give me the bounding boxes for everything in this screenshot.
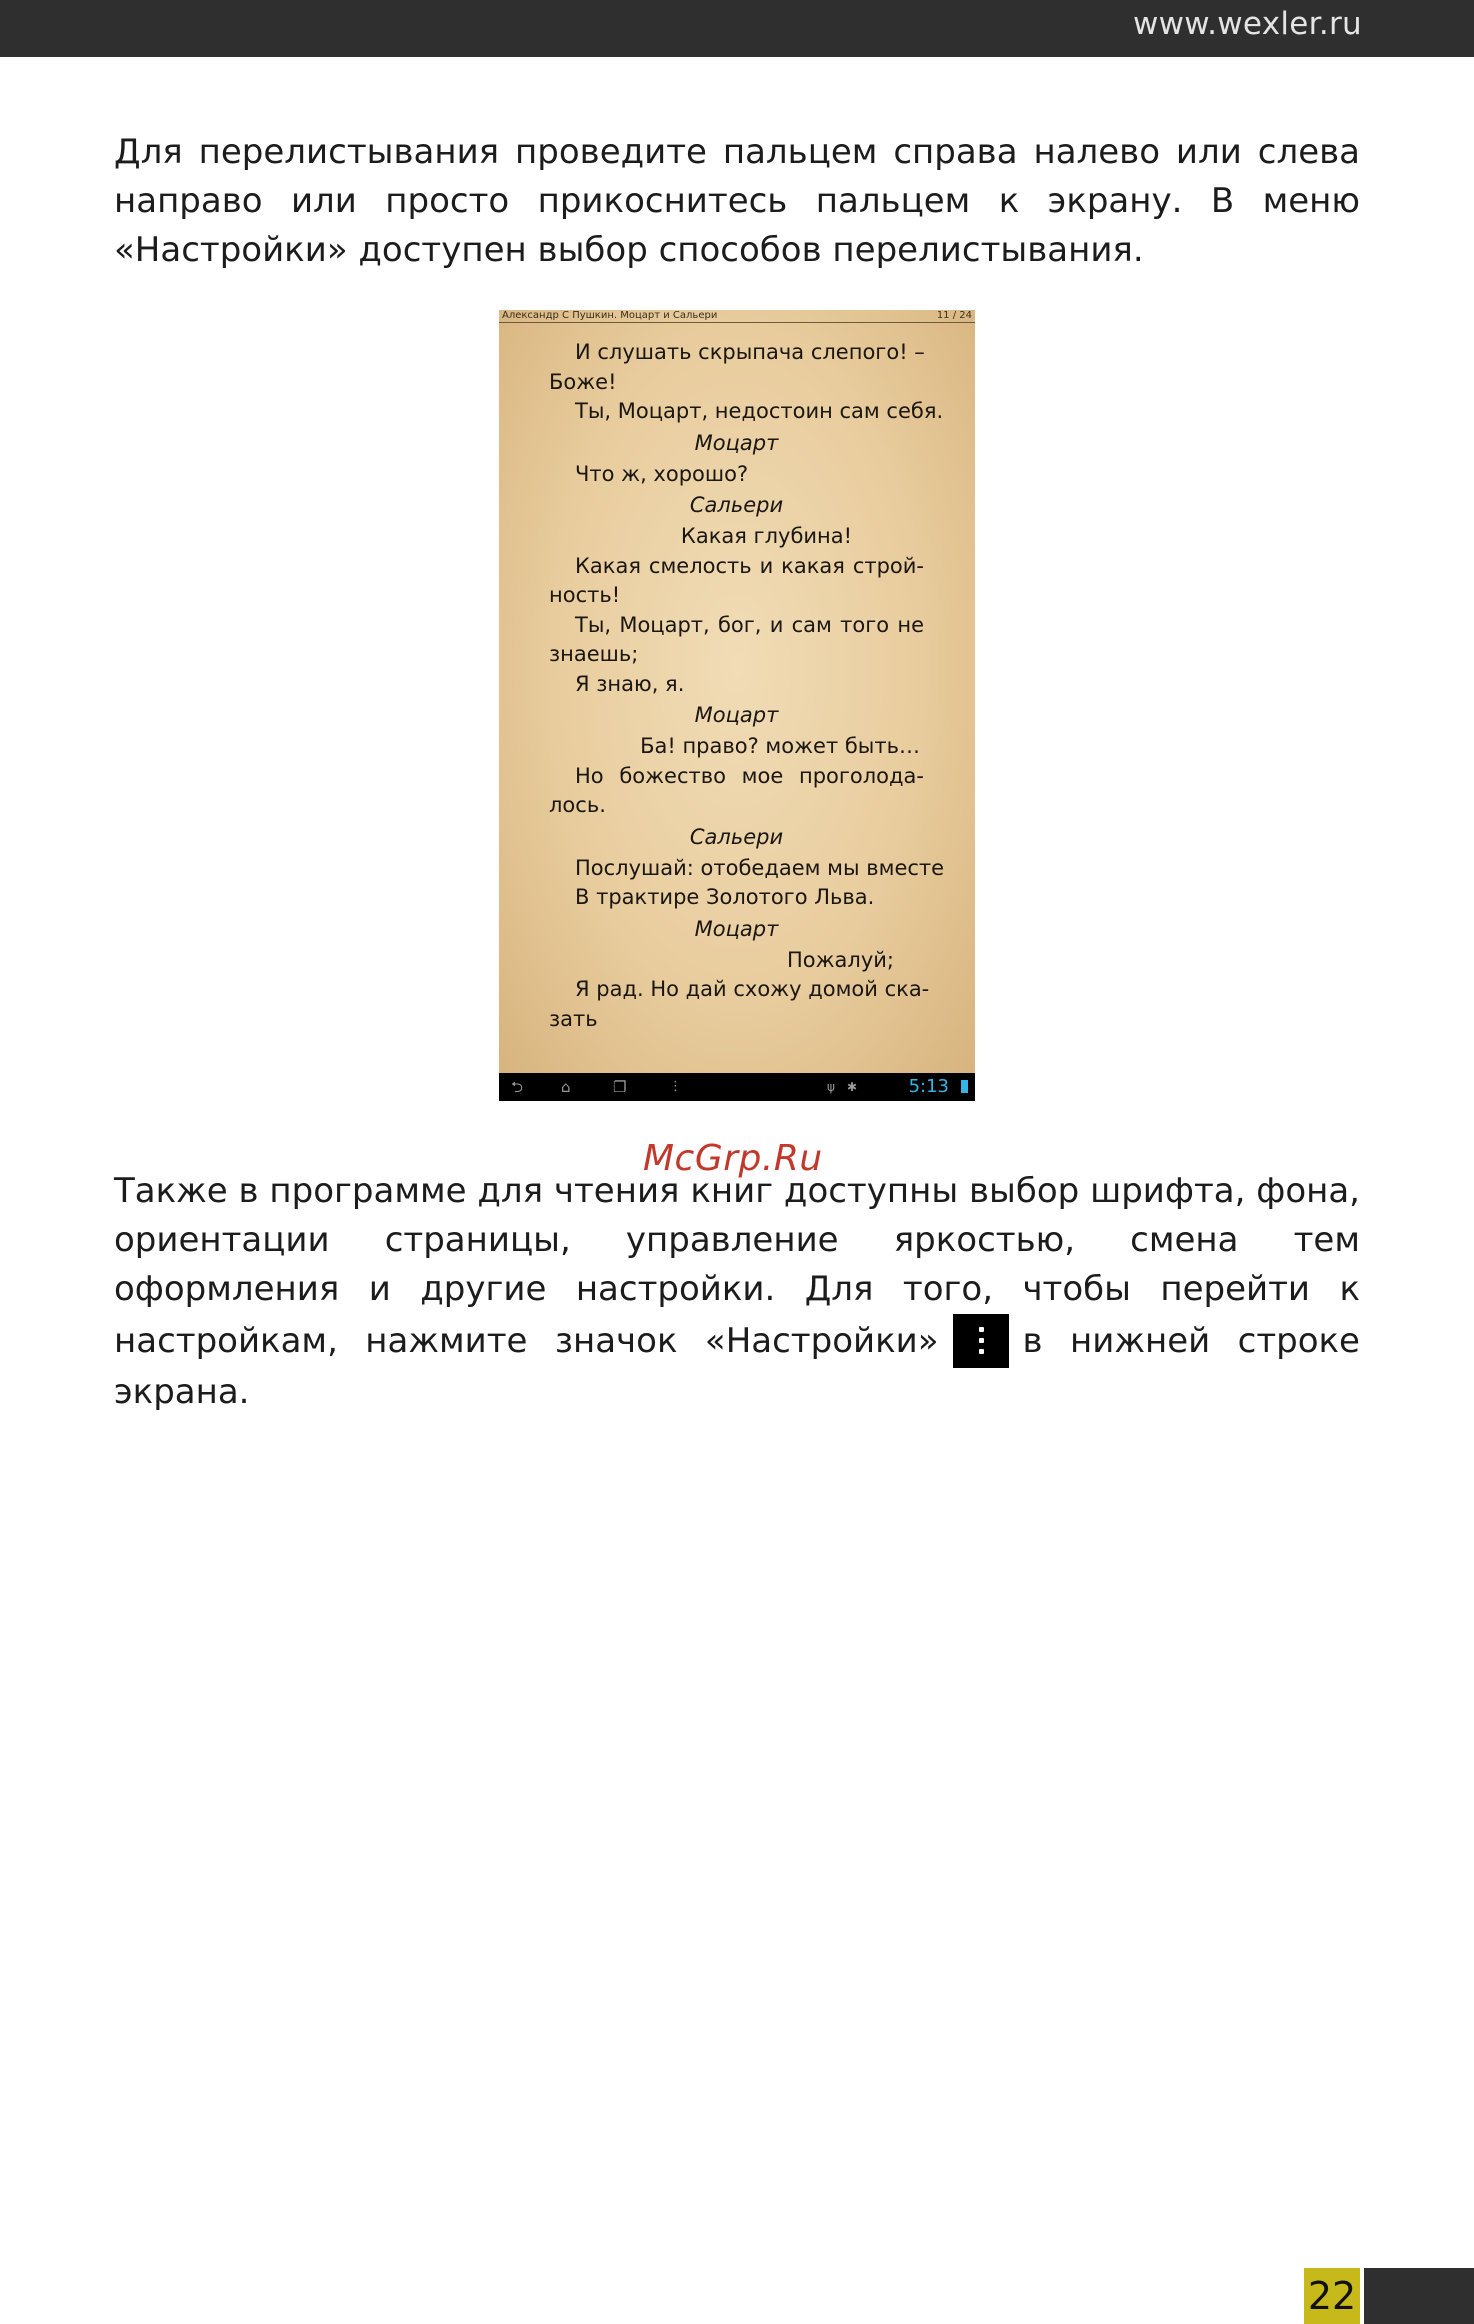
text-line: зать bbox=[549, 1006, 598, 1031]
battery-icon bbox=[961, 1080, 968, 1093]
menu-icon[interactable]: ⋮ bbox=[669, 1079, 682, 1094]
text-line: Боже! bbox=[549, 369, 617, 394]
top-bar bbox=[0, 0, 1474, 57]
recent-apps-icon[interactable]: ❐ bbox=[613, 1078, 627, 1096]
reader-header bbox=[499, 310, 975, 323]
text-line: Какая глубина! bbox=[680, 524, 853, 548]
text-line: Какая смелость и какая строй- bbox=[575, 553, 924, 578]
page-number: 22 bbox=[1304, 2268, 1360, 2324]
text-line: Что ж, хорошо? bbox=[575, 461, 749, 486]
text-line: Я рад. Но дай схожу домой ска- bbox=[575, 977, 930, 1001]
paragraph-page-turning: Для перелистывания проведите пальцем справа налево или слева направо или просто прикоснитесь пальцем к экрану. В меню «Настройки» доступен выбор способов перелистывания. bbox=[114, 132, 1360, 270]
text-line: Я знаю, я. bbox=[575, 671, 685, 696]
book-title: Александр С Пушкин. Моцарт и Сальери bbox=[502, 310, 718, 321]
back-icon[interactable]: ⮌ bbox=[511, 1078, 524, 1096]
text-line: В трактире Золотого Льва. bbox=[575, 885, 875, 909]
text-line: Ба! право? может быть… bbox=[640, 734, 920, 758]
speaker-name: Моцарт bbox=[694, 916, 779, 941]
speaker-name: Моцарт bbox=[694, 703, 779, 727]
reader-screenshot bbox=[499, 310, 975, 1101]
speaker-name: Сальери bbox=[689, 824, 784, 849]
text-line: Ты, Моцарт, бог, и сам того не bbox=[575, 612, 924, 637]
text-line: лось. bbox=[549, 793, 606, 817]
site-url[interactable]: www.wexler.ru bbox=[1132, 6, 1362, 42]
android-navigation-bar bbox=[499, 1073, 975, 1101]
text-line: Но божество мое проголода- bbox=[575, 763, 924, 788]
watermark: McGrp.Ru bbox=[643, 1138, 823, 1179]
android-debug-icon: ✱ bbox=[847, 1080, 858, 1094]
settings-text-before: Также в программе для чтения книг доступны выбор шрифта, фона, ориентации страницы, управление яркостью, смена тем оформления и другие настройки. Для того, чтобы перейти к настройкам, нажмите значок «Настройки» bbox=[114, 1171, 1360, 1361]
footer-bar bbox=[1364, 2268, 1474, 2324]
speaker-name: Сальери bbox=[689, 493, 784, 517]
settings-menu-icon bbox=[953, 1314, 1009, 1368]
text-line: ность! bbox=[549, 583, 621, 607]
text-line: Пожалуй; bbox=[787, 947, 894, 972]
text-line: Послушай: отобедаем мы вместе bbox=[575, 855, 945, 880]
paragraph-settings bbox=[114, 1167, 1360, 1417]
page-indicator: 11 / 24 bbox=[936, 310, 972, 321]
settings-text-after: в нижней строке экрана. bbox=[114, 1321, 1360, 1412]
text-line: И слушать скрыпача слепого! – bbox=[575, 340, 925, 364]
usb-icon: ψ bbox=[827, 1080, 835, 1094]
home-icon[interactable]: ⌂ bbox=[561, 1078, 571, 1096]
reader-text bbox=[549, 338, 945, 1034]
text-line: Ты, Моцарт, недостоин сам себя. bbox=[575, 399, 944, 423]
status-time: 5:13 bbox=[908, 1076, 949, 1097]
text-line: знаешь; bbox=[549, 642, 639, 666]
speaker-name: Моцарт bbox=[694, 430, 779, 455]
